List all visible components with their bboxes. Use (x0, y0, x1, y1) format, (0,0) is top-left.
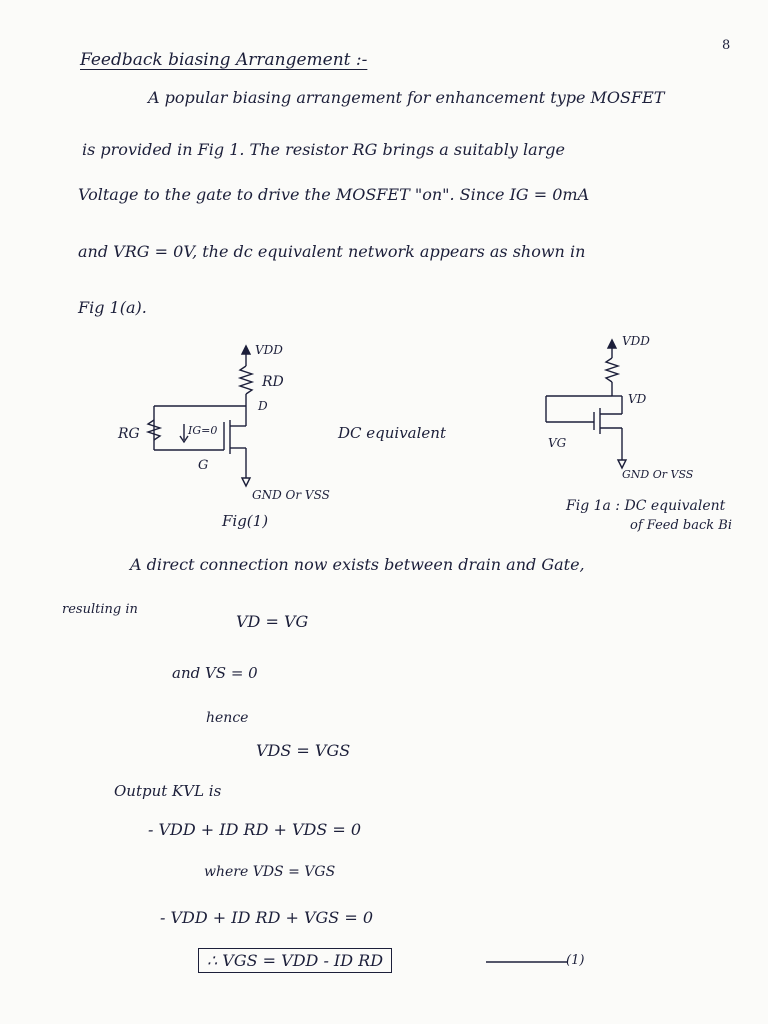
fig1a-gnd-label: GND Or VSS (622, 468, 694, 481)
paragraph-line-5: Fig 1(a). (78, 298, 147, 317)
fig1-rd-resistor (240, 366, 252, 394)
fig1-rg-label: RG (118, 426, 140, 442)
fig1-gnd-label: GND Or VSS (252, 488, 330, 502)
fig1a-caption-line1: Fig 1a : DC equivalent (566, 498, 726, 514)
dc-equivalent-label: DC equivalent (338, 424, 446, 442)
text-resulting: resulting in (62, 602, 138, 617)
fig1-gnd-arrow (242, 478, 250, 486)
page-number: 8 (722, 38, 731, 53)
fig1-rd-label: RD (262, 374, 284, 390)
fig1a-caption-line2: of Feed back Bi (630, 518, 732, 533)
fig1-vdd-label: VDD (255, 343, 283, 357)
fig1-g-label: G (198, 458, 209, 473)
eq-final-boxed: ∴ VGS = VDD - ID RD (198, 948, 392, 973)
equation-reference-line (484, 952, 574, 972)
eq-vds: VDS = VGS (256, 741, 351, 760)
eq-vs: and VS = 0 (172, 664, 258, 682)
eq-where: where VDS = VGS (204, 864, 336, 880)
fig1a-rd-resistor (606, 358, 618, 382)
fig1-circuit-diagram (140, 340, 340, 500)
text-hence: hence (206, 710, 249, 726)
fig1a-vdd-label: VDD (622, 334, 650, 348)
fig1-ig-label: IG=0 (188, 424, 218, 437)
eq-vd-vg: VD = VG (236, 612, 309, 631)
fig1a-vd-label: VD (628, 392, 647, 406)
eq-kvl2: - VDD + ID RD + VGS = 0 (160, 908, 374, 927)
paragraph-line-2: is provided in Fig 1. The resistor RG brings a suitably large (82, 140, 566, 159)
fig1-caption: Fig(1) (222, 512, 269, 530)
eq-kvl1: - VDD + ID RD + VDS = 0 (148, 820, 362, 839)
paragraph-line-1: A popular biasing arrangement for enhancement type MOSFET (148, 88, 665, 107)
fig1a-gnd-arrow (618, 460, 626, 468)
fig1-d-label: D (258, 399, 268, 413)
text-kvl: Output KVL is (114, 782, 222, 800)
fig1a-vdd-arrow (608, 340, 616, 348)
section-heading: Feedback biasing Arrangement :- (80, 50, 368, 70)
paragraph-line-4: and VRG = 0V, the dc equivalent network appears as shown in (78, 242, 586, 261)
fig1-vdd-arrow (242, 346, 250, 354)
text-connection: A direct connection now exists between drain and Gate, (130, 555, 585, 574)
eq-reference-number: (1) (566, 953, 585, 968)
fig1a-vg-label: VG (548, 436, 567, 450)
paragraph-line-3: Voltage to the gate to drive the MOSFET "on". Since IG = 0mA (78, 185, 590, 204)
